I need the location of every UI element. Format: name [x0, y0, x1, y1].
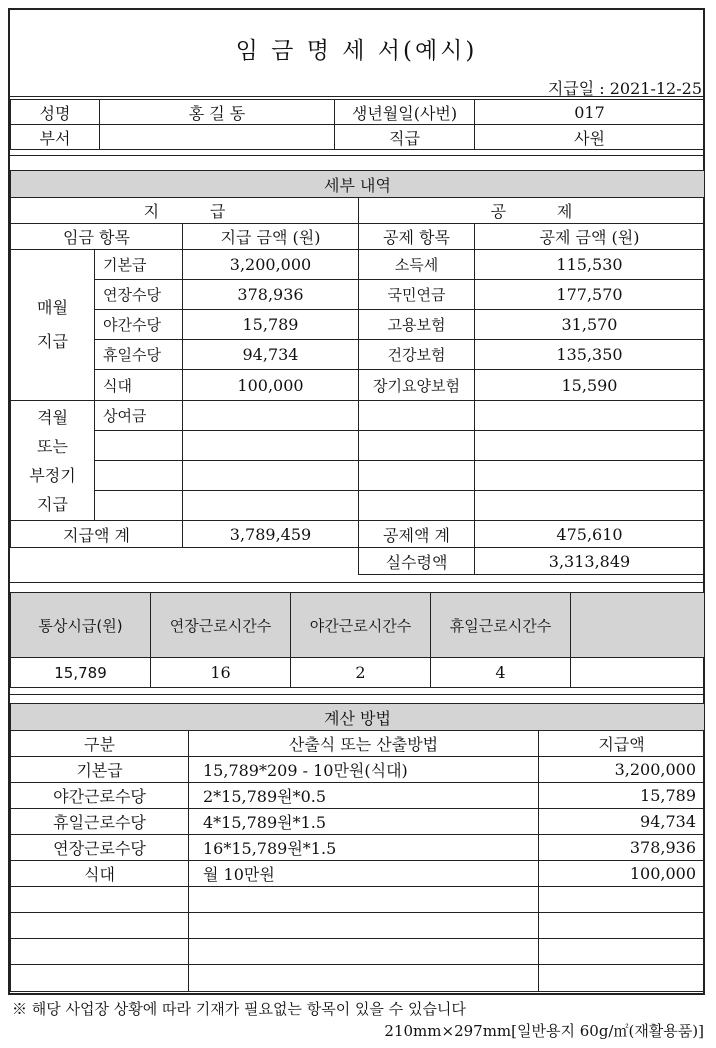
hours-header-holiday: 휴일근로시간수: [430, 592, 571, 658]
irregular-item-row: [10, 400, 705, 431]
calc-formula: 4*15,789원*1.5: [188, 808, 539, 835]
deduct-item-amount: 115,530: [474, 249, 705, 280]
pay-item-amount: 378,936: [182, 279, 359, 310]
calc-header-type: 구분: [10, 730, 189, 757]
hours-header-row: [10, 592, 705, 658]
monthly-item-row: [10, 249, 705, 280]
birth-value: 017: [474, 99, 705, 125]
pay-item-name: [94, 490, 183, 521]
monthly-label-line-2: 지급: [37, 332, 68, 351]
pay-group-header: 지 급: [10, 197, 359, 224]
divider: [9, 694, 704, 695]
deduct-total-label: 공제액 계: [358, 520, 475, 548]
deduct-item-name: [358, 400, 475, 431]
irregular-item-row: [10, 430, 705, 461]
dept-value: [99, 124, 335, 150]
calc-type: [10, 912, 189, 939]
info-row-2: [10, 124, 705, 150]
hours-header-night: 야간근로시간수: [290, 592, 431, 658]
calc-formula: 월 10만원: [188, 860, 539, 887]
calc-header-formula: 산출식 또는 산출방법: [188, 730, 539, 757]
calc-amount: [538, 886, 705, 913]
calc-section-title: 계산 방법: [10, 703, 705, 731]
divider: [9, 155, 704, 156]
pay-item-name: [94, 430, 183, 461]
pay-total-value: 3,789,459: [182, 520, 359, 548]
calc-type: 휴일근로수당: [10, 808, 189, 835]
calc-formula: 16*15,789원*1.5: [188, 834, 539, 861]
irregular-item-row: [10, 490, 705, 521]
calc-type: 연장근로수당: [10, 834, 189, 861]
pay-item-amount: 100,000: [182, 369, 359, 401]
pay-amount-header: 지급 금액 (원): [182, 223, 359, 250]
details-title-row: [10, 170, 705, 198]
calc-amount: 378,936: [538, 834, 705, 861]
calc-type: 식대: [10, 860, 189, 887]
deduct-amount-header: 공제 금액 (원): [474, 223, 705, 250]
pay-item-header: 임금 항목: [10, 223, 183, 250]
calc-formula: [188, 886, 539, 913]
paper-spec: 210mm×297mm[일반용지 60g/㎡(재활용품)]: [384, 1022, 704, 1040]
totals-row: [10, 520, 705, 548]
deduct-item-header: 공제 항목: [358, 223, 475, 250]
pay-item-amount: [182, 400, 359, 431]
monthly-item-row: [10, 309, 705, 340]
deduct-item-name: [358, 490, 475, 521]
document-title: 임 금 명 세 서(예시): [235, 38, 478, 64]
monthly-label-line-1: 매월: [37, 298, 68, 317]
calc-amount: [538, 912, 705, 939]
calc-row: [10, 782, 705, 809]
hours-header-blank: [570, 592, 705, 658]
birth-label: 생년월일(사번): [334, 99, 475, 125]
pay-item-name: 야간수당: [94, 309, 183, 340]
calc-amount: 15,789: [538, 782, 705, 809]
calc-row: [10, 964, 705, 992]
hours-value-holiday: 4: [430, 657, 571, 688]
pay-item-amount: [182, 460, 359, 491]
deduct-item-name: 건강보험: [358, 339, 475, 370]
pay-item-name: 식대: [94, 369, 183, 401]
calc-row: [10, 860, 705, 887]
pay-item-amount: 94,734: [182, 339, 359, 370]
hours-header-hourly-wage: 통상시급(원): [10, 592, 151, 658]
deduct-item-amount: 31,570: [474, 309, 705, 340]
calc-formula: 2*15,789원*0.5: [188, 782, 539, 809]
pay-item-name: 기본급: [94, 249, 183, 280]
hours-value-night: 2: [290, 657, 431, 688]
monthly-item-row: [10, 369, 705, 401]
hours-value-hourly-wage: 15,789: [10, 657, 151, 688]
calc-type: 기본급: [10, 756, 189, 783]
calc-amount: 94,734: [538, 808, 705, 835]
details-column-header: [10, 223, 705, 250]
dept-label: 부서: [10, 124, 100, 150]
calc-row: [10, 808, 705, 835]
divider: [9, 96, 704, 97]
calc-row: [10, 912, 705, 939]
net-pay-value: 3,313,849: [474, 547, 705, 575]
calc-header-row: [10, 730, 705, 757]
hours-value-blank: [570, 657, 705, 688]
irregular-label-line: 격월: [37, 407, 68, 427]
deduct-item-amount: [474, 400, 705, 431]
pay-item-name: 상여금: [94, 400, 183, 431]
pay-item-amount: [182, 430, 359, 461]
calc-amount: 100,000: [538, 860, 705, 887]
calc-row: [10, 834, 705, 861]
calc-header-amount: 지급액: [538, 730, 705, 757]
deduct-item-name: 장기요양보험: [358, 369, 475, 401]
deduct-item-name: 소득세: [358, 249, 475, 280]
pay-item-name: 휴일수당: [94, 339, 183, 370]
pay-item-amount: [182, 490, 359, 521]
pay-total-label: 지급액 계: [10, 520, 183, 548]
irregular-label-line: 또는: [37, 436, 68, 456]
rank-value: 사원: [474, 124, 705, 150]
details-group-header: [10, 197, 705, 224]
rank-label: 직급: [334, 124, 475, 150]
calc-formula: [188, 938, 539, 965]
monthly-item-row: [10, 279, 705, 310]
calc-row: [10, 886, 705, 913]
calc-formula: [188, 912, 539, 939]
calc-type: [10, 886, 189, 913]
hours-value-overtime: 16: [150, 657, 291, 688]
pay-item-name: 연장수당: [94, 279, 183, 310]
details-section-title: 세부 내역: [10, 170, 705, 198]
calc-amount: [538, 938, 705, 965]
calc-amount: [538, 964, 705, 992]
deduct-group-header: 공 제: [358, 197, 705, 224]
pay-date: 지급일 : 2021-12-25: [547, 79, 702, 98]
calc-title-row: [10, 703, 705, 731]
calc-row: [10, 938, 705, 965]
calc-type: 야간근로수당: [10, 782, 189, 809]
monthly-item-row: [10, 339, 705, 370]
irregular-label-line: 지급: [37, 494, 68, 514]
calc-row: [10, 756, 705, 783]
footnote: ※ 해당 사업장 상황에 따라 기재가 필요없는 항목이 있을 수 있습니다: [12, 1000, 466, 1018]
calc-formula: 15,789*209 - 10만원(식대): [188, 756, 539, 783]
calc-amount: 3,200,000: [538, 756, 705, 783]
divider: [9, 582, 704, 583]
deduct-item-amount: 135,350: [474, 339, 705, 370]
deduct-item-amount: 177,570: [474, 279, 705, 310]
hours-header-overtime: 연장근로시간수: [150, 592, 291, 658]
pay-item-name: [94, 460, 183, 491]
pay-item-amount: 3,200,000: [182, 249, 359, 280]
net-pay-label: 실수령액: [358, 547, 475, 575]
name-value: 홍 길 동: [99, 99, 335, 125]
deduct-item-amount: [474, 490, 705, 521]
deduct-item-amount: 15,590: [474, 369, 705, 401]
hours-value-row: [10, 657, 705, 688]
deduct-item-name: [358, 430, 475, 461]
info-row-1: [10, 99, 705, 125]
deduct-item-name: [358, 460, 475, 491]
calc-formula: [188, 964, 539, 992]
deduct-item-name: 국민연금: [358, 279, 475, 310]
irregular-item-row: [10, 460, 705, 491]
irregular-label-line: 부정기: [29, 465, 76, 485]
net-row: [10, 547, 705, 575]
deduct-item-amount: [474, 460, 705, 491]
calc-type: [10, 938, 189, 965]
deduct-item-amount: [474, 430, 705, 461]
pay-item-amount: 15,789: [182, 309, 359, 340]
deduct-item-name: 고용보험: [358, 309, 475, 340]
name-label: 성명: [10, 99, 100, 125]
calc-type: [10, 964, 189, 992]
deduct-total-value: 475,610: [474, 520, 705, 548]
